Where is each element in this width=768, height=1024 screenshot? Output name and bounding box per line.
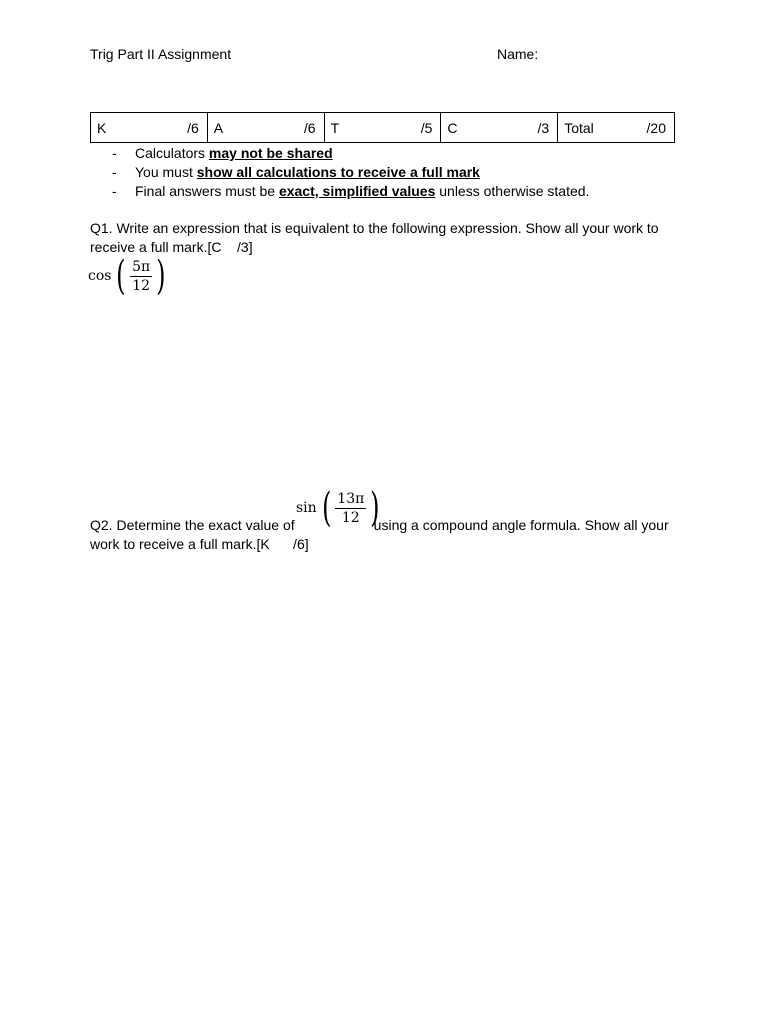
question-1-expression — [88, 253, 169, 299]
math-fraction — [130, 259, 152, 294]
rule-text-after: unless otherwise stated. — [435, 183, 590, 199]
question-2-text-after: using a compound angle formula. Show all your work to receive a full mark.[K /6] — [90, 517, 673, 552]
rule-text: Calculators — [135, 145, 209, 161]
rule-text: You must — [135, 164, 197, 180]
marks-cell-t — [324, 113, 441, 143]
marks-score: /3 — [537, 119, 550, 136]
left-paren: ( — [321, 485, 332, 531]
marks-cell-total — [558, 113, 675, 143]
marks-score: /6 — [187, 119, 199, 136]
left-paren: ( — [116, 253, 126, 299]
list-dash: - — [112, 145, 117, 161]
question-2-text-before: Q2. Determine the exact value of — [90, 517, 295, 533]
marks-cell-k — [91, 113, 208, 143]
marks-category: C — [447, 119, 458, 136]
marks-category: K — [97, 119, 107, 136]
marks-score: /5 — [420, 119, 433, 136]
math-function: cos — [88, 268, 112, 284]
rules-list — [112, 144, 589, 201]
rule-emphasis: show all calculations to receive a full mark — [196, 164, 480, 180]
marks-cell-c — [441, 113, 558, 143]
list-dash: - — [112, 164, 117, 180]
fraction-denominator: 12 — [341, 509, 360, 526]
marks-table — [90, 112, 675, 143]
list-dash: - — [112, 183, 117, 199]
question-1-text: Q1. Write an expression that is equivalent to the following expression. Show all your work to receive a full mark.[C /3] — [90, 220, 663, 255]
rule-text: Final answers must be — [135, 183, 279, 199]
rule-item — [112, 182, 589, 201]
name-label: Name: — [497, 46, 539, 62]
rule-item — [112, 163, 589, 182]
assignment-title: Trig Part II Assignment — [90, 46, 232, 62]
rule-emphasis: exact, simplified values — [278, 183, 436, 199]
math-function: sin — [296, 500, 317, 516]
fraction-numerator: 5π — [132, 258, 151, 275]
marks-cell-a — [207, 113, 324, 143]
marks-category: T — [330, 119, 340, 136]
marks-row — [91, 113, 675, 143]
right-paren: ) — [156, 253, 166, 299]
fraction-numerator: 13π — [337, 490, 365, 507]
question-2-text — [90, 516, 675, 554]
marks-score: /6 — [303, 119, 316, 136]
rule-item — [112, 144, 589, 163]
right-paren: ) — [370, 485, 380, 531]
fraction-denominator: 12 — [132, 277, 151, 294]
marks-score: /20 — [646, 119, 666, 136]
marks-category: Total — [564, 119, 594, 136]
rule-emphasis: may not be shared — [208, 145, 333, 161]
marks-category: A — [213, 119, 224, 136]
